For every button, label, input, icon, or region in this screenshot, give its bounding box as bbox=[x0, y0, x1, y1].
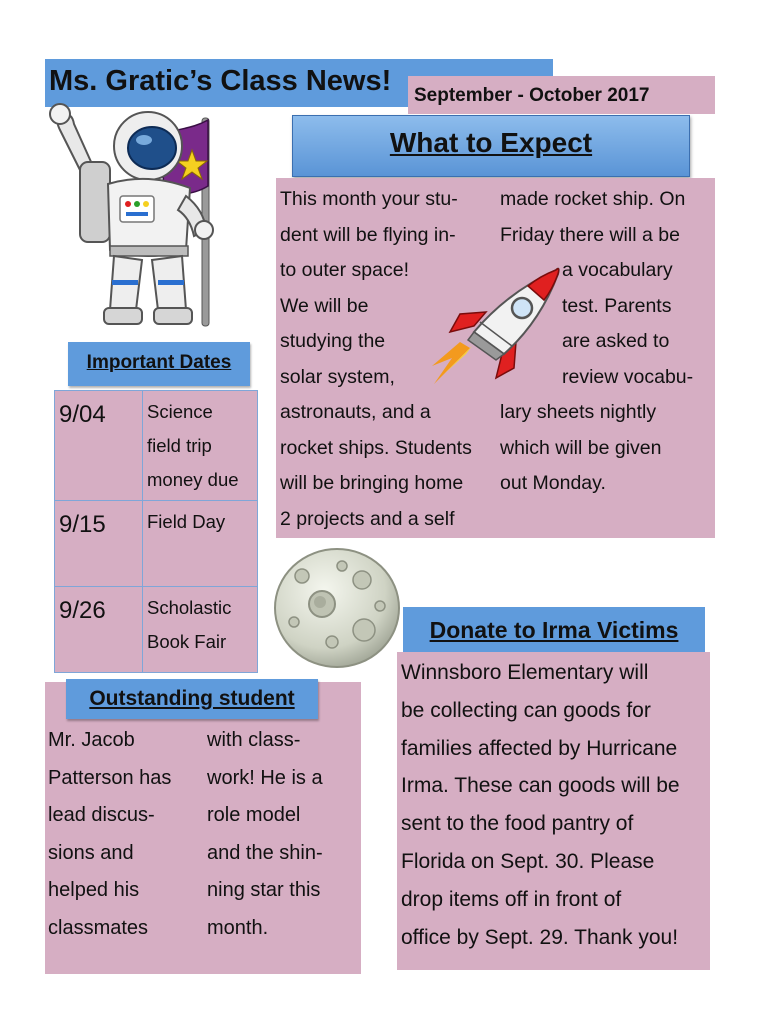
event-line: Book Fair bbox=[147, 631, 227, 652]
event-line: Science bbox=[147, 401, 213, 422]
date-range-box bbox=[408, 76, 715, 114]
text-line: month. bbox=[207, 916, 269, 939]
what-to-expect-right-bottom bbox=[500, 395, 662, 502]
text-line: drop items off in front of bbox=[401, 887, 622, 911]
text-line: Irma. These can goods will be bbox=[401, 774, 680, 798]
text-line: to outer space! bbox=[280, 259, 409, 281]
text-line: role model bbox=[207, 804, 301, 826]
text-line: with class- bbox=[207, 729, 301, 751]
text-line: a vocabulary bbox=[562, 259, 673, 281]
text-line: be collecting can goods for bbox=[401, 698, 651, 722]
text-line: and the shin- bbox=[207, 841, 323, 864]
date-cell: 9/15 bbox=[55, 501, 143, 587]
table-row bbox=[55, 391, 258, 501]
astronaut-illustration bbox=[40, 100, 250, 340]
text-line: sions and bbox=[48, 841, 134, 864]
text-line: which will be given bbox=[500, 436, 662, 459]
text-line: review vocabu- bbox=[562, 365, 694, 388]
donate-title: Donate to Irma Victims bbox=[429, 617, 679, 643]
important-dates-title: Important Dates bbox=[86, 352, 232, 373]
outstanding-student-header bbox=[66, 679, 318, 719]
event-line: Scholastic bbox=[147, 597, 232, 618]
text-line: made rocket ship. On bbox=[500, 188, 686, 210]
what-to-expect-right-top bbox=[500, 182, 685, 253]
text-line: office by Sept. 29. Thank you! bbox=[401, 925, 679, 949]
rocket-icon bbox=[430, 262, 568, 390]
what-to-expect-title: What to Expect bbox=[389, 127, 593, 158]
date-range: September - October 2017 bbox=[414, 85, 650, 106]
text-line: rocket ships. Students bbox=[280, 436, 472, 459]
newsletter-title: Ms. Gratic’s Class News! bbox=[49, 65, 392, 97]
text-line: 2 projects and a self bbox=[280, 507, 455, 530]
text-line: work! He is a bbox=[207, 766, 323, 789]
text-line: lary sheets nightly bbox=[500, 401, 657, 423]
text-line: astronauts, and a bbox=[280, 401, 431, 423]
text-line: dent will be flying in- bbox=[280, 223, 456, 246]
text-line: sent to the food pantry of bbox=[401, 812, 634, 836]
text-line: ning star this bbox=[207, 879, 321, 901]
donate-box bbox=[397, 652, 710, 970]
text-line: Winnsboro Elementary will bbox=[401, 661, 649, 684]
text-line: studying the bbox=[280, 330, 386, 352]
text-line: classmates bbox=[48, 916, 149, 939]
text-line: Friday there will a be bbox=[500, 223, 680, 246]
outstanding-student-title: Outstanding student bbox=[89, 687, 295, 710]
date-cell: 9/26 bbox=[55, 587, 143, 673]
text-line: Florida on Sept. 30. Please bbox=[401, 849, 655, 873]
text-line: solar system, bbox=[280, 365, 395, 388]
event-cell bbox=[143, 501, 258, 587]
table-row bbox=[55, 501, 258, 587]
text-line: families affected by Hurricane bbox=[401, 736, 678, 760]
event-line: field trip bbox=[147, 435, 212, 456]
event-cell bbox=[143, 391, 258, 501]
table-row bbox=[55, 587, 258, 673]
what-to-expect-header bbox=[292, 115, 690, 177]
text-line: test. Parents bbox=[562, 294, 672, 317]
text-line: We will be bbox=[280, 294, 369, 317]
important-dates-header bbox=[68, 342, 250, 386]
outstanding-student-left-column bbox=[48, 722, 171, 947]
text-line: Patterson has bbox=[48, 766, 172, 789]
text-line: will be bringing home bbox=[280, 472, 464, 494]
text-line: are asked to bbox=[562, 330, 670, 352]
event-cell bbox=[143, 587, 258, 673]
text-line: lead discus- bbox=[48, 804, 155, 826]
text-line: helped his bbox=[48, 879, 140, 901]
donate-header bbox=[403, 607, 705, 653]
what-to-expect-right-middle bbox=[562, 253, 693, 395]
event-line: Field Day bbox=[147, 511, 226, 532]
important-dates-table bbox=[54, 390, 258, 673]
text-line: Mr. Jacob bbox=[48, 729, 135, 751]
text-line: This month your stu- bbox=[280, 188, 458, 210]
date-cell: 9/04 bbox=[55, 391, 143, 501]
donate-text bbox=[401, 654, 680, 956]
text-line: out Monday. bbox=[500, 472, 606, 494]
event-line: money due bbox=[147, 469, 239, 490]
moon-icon bbox=[272, 546, 402, 670]
outstanding-student-right-column bbox=[207, 722, 323, 947]
